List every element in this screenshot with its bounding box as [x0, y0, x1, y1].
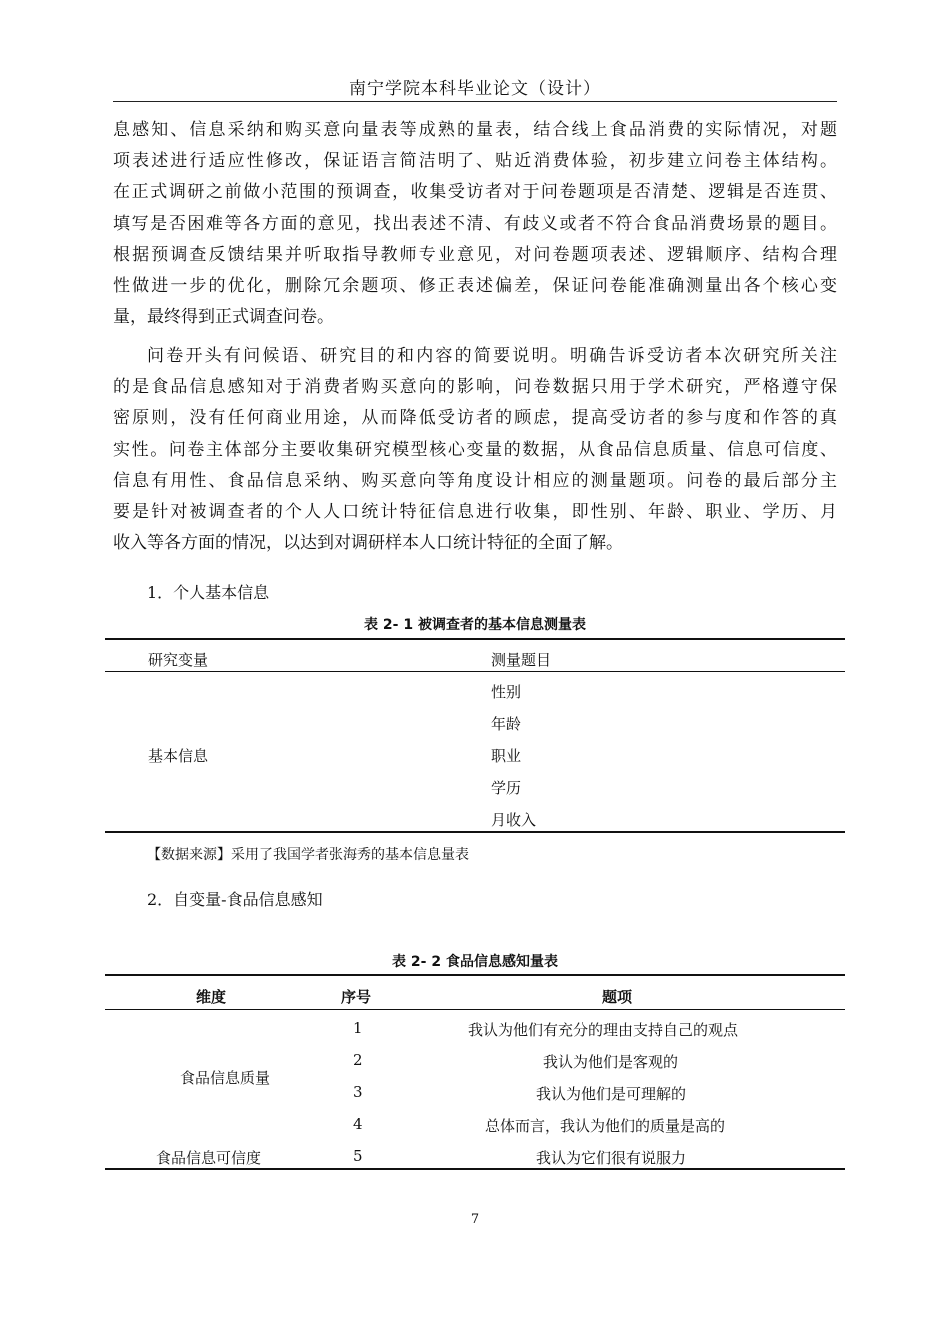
- paragraph-line: 的是食品信息感知对于消费者购买意向的影响，问卷数据只用于学术研究，严格遵守保: [113, 377, 837, 398]
- paragraph-line: 量，最终得到正式调查问卷。: [113, 307, 334, 328]
- section-heading-2: 2．自变量-食品信息感知: [147, 890, 323, 909]
- table2-number-cell: 3: [353, 1083, 363, 1101]
- page-number: 7: [470, 1212, 480, 1227]
- header-rule: [113, 101, 837, 102]
- paragraph-line: 项表述进行适应性修改，保证语言简洁明了、贴近消费体验，初步建立问卷主体结构。: [113, 151, 837, 172]
- paragraph-line: 在正式调研之前做小范围的预调查，收集受访者对于问卷题项是否清楚、逻辑是否连贯、: [113, 182, 837, 203]
- table2-header-dimension: 维度: [196, 988, 227, 1006]
- table2-header-number: 序号: [341, 988, 372, 1006]
- table2-number-cell: 1: [353, 1019, 363, 1037]
- paragraph-line: 问卷开头有问候语、研究目的和内容的简要说明。明确告诉受访者本次研究所关注: [147, 346, 837, 366]
- paragraph-line: 根据预调查反馈结果并听取指导教师专业意见，对问卷题项表述、逻辑顺序、结构合理: [113, 244, 837, 265]
- table1-item-cell: 月收入: [491, 811, 537, 829]
- table2-dimension-cell: 食品信息可信度: [156, 1149, 262, 1167]
- table1-item-cell: 职业: [491, 747, 522, 765]
- table1-item-cell: 学历: [491, 779, 522, 797]
- table2-bottom-rule: [105, 1168, 845, 1170]
- paragraph-line: 实性。问卷主体部分主要收集研究模型核心变量的数据，从食品信息质量、信息可信度、: [113, 439, 837, 460]
- table1-item-cell: 性别: [491, 683, 522, 701]
- paragraph-line: 密原则，没有任何商业用途，从而降低受访者的顾虑，提高受访者的参与度和作答的真: [113, 408, 837, 429]
- paragraph-line: 要是针对被调查者的个人人口统计特征信息进行收集，即性别、年龄、职业、学历、月: [113, 501, 837, 522]
- table1-top-rule: [105, 638, 845, 640]
- paragraph-line: 息感知、信息采纳和购买意向量表等成熟的量表，结合线上食品消费的实际情况，对题: [113, 120, 837, 140]
- table1-header-items: 测量题目: [491, 651, 552, 669]
- table2-item-cell: 总体而言，我认为他们的质量是高的: [485, 1117, 726, 1135]
- table2-dimension-cell: 食品信息质量: [180, 1069, 271, 1087]
- table1-header-rule: [105, 671, 845, 672]
- paragraph-line: 性做进一步的优化，删除冗余题项、修正表述偏差，保证问卷能准确测量出各个核心变: [113, 275, 837, 296]
- section-heading-1: 1．个人基本信息: [147, 583, 270, 602]
- table1-bottom-rule: [105, 831, 845, 833]
- paragraph-line: 填写是否困难等各方面的意见，找出表述不清、有歧义或者不符合食品消费场景的题目。: [113, 213, 837, 234]
- table2-top-rule: [105, 974, 845, 976]
- table2-item-cell: 我认为它们很有说服力: [536, 1149, 687, 1167]
- table2-caption: 表 2- 2 食品信息感知量表: [392, 954, 558, 970]
- body-paragraph-1: [113, 115, 837, 333]
- table2-number-cell: 5: [353, 1147, 363, 1165]
- paragraph-line: 信息有用性、食品信息采纳、购买意向等角度设计相应的测量题项。问卷的最后部分主: [113, 470, 837, 491]
- table1-item-cell: 年龄: [491, 715, 522, 733]
- table2-number-cell: 2: [353, 1051, 363, 1069]
- table2-header-item: 题项: [602, 988, 633, 1006]
- page-header-title: 南宁学院本科毕业论文（设计）: [349, 79, 601, 99]
- table2-header-rule: [105, 1009, 845, 1010]
- table2-item-cell: 我认为他们是可理解的: [536, 1085, 687, 1103]
- table1-variable-cell: 基本信息: [148, 747, 209, 765]
- table2-number-cell: 4: [353, 1115, 363, 1133]
- table1-header-variable: 研究变量: [148, 651, 209, 669]
- body-paragraph-2: [113, 341, 837, 559]
- paragraph-line: 收入等各方面的情况，以达到对调研样本人口统计特征的全面了解。: [113, 533, 623, 554]
- table2-item-cell: 我认为他们有充分的理由支持自己的观点: [468, 1021, 739, 1039]
- table1-caption: 表 2- 1 被调查者的基本信息测量表: [364, 617, 586, 633]
- table1-source-note: 【数据来源】采用了我国学者张海秀的基本信息量表: [147, 847, 469, 863]
- table2-item-cell: 我认为他们是客观的: [543, 1053, 679, 1071]
